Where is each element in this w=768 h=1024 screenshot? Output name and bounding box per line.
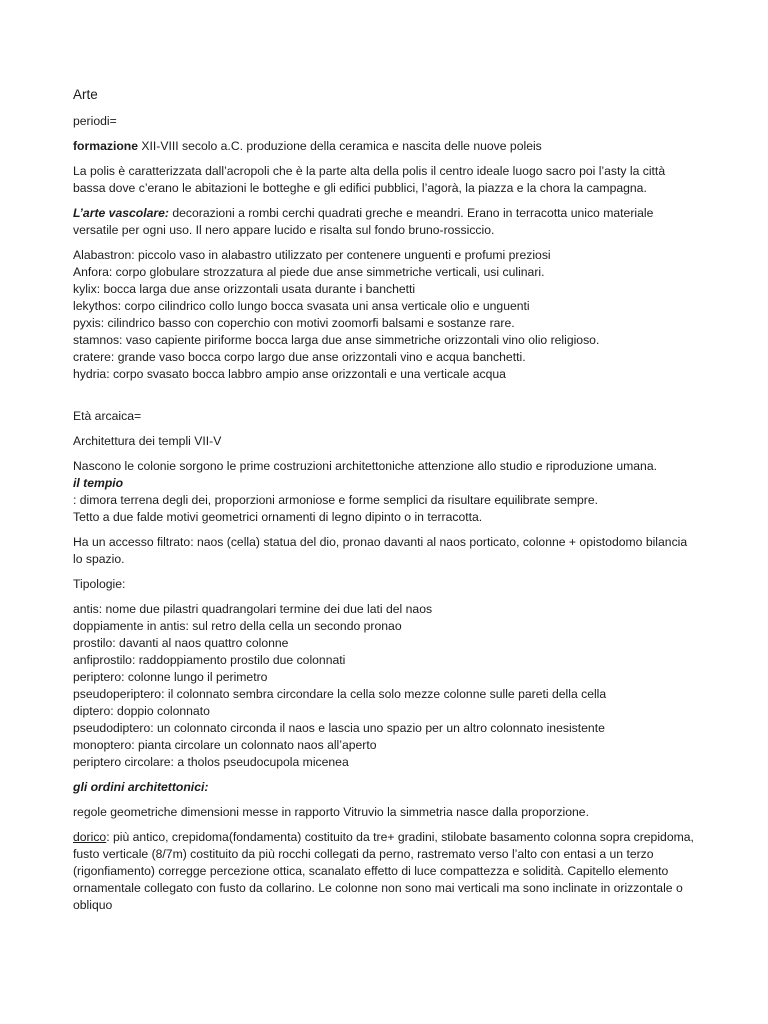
tempio-line — [73, 475, 696, 509]
dorico-paragraph — [73, 829, 696, 914]
list-item: diptero: doppio colonnato — [73, 704, 210, 718]
list-item: monoptero: pianta circolare un colonnato naos all’aperto — [73, 738, 377, 752]
periodi-heading: periodi= — [73, 114, 117, 128]
tipologie-list — [73, 601, 696, 771]
vasi-list — [73, 247, 696, 383]
list-item: periptero circolare: a tholos pseudocupola micenea — [73, 755, 349, 769]
list-item: doppiamente in antis: sul retro della cella un secondo pronao — [73, 619, 402, 633]
tempio-text: : dimora terrena degli dei, proporzioni armoniose e forme semplici da risultare equilibrate sempre. — [73, 493, 598, 507]
list-item: periptero: colonne lungo il perimetro — [73, 670, 268, 684]
vascolare-label: L’arte vascolare: — [73, 206, 169, 220]
architettura-heading: Architettura dei templi VII-V — [73, 434, 222, 448]
colonie-paragraph — [73, 458, 696, 526]
list-item: lekythos: corpo cilindrico collo lungo bocca svasata uni ansa verticale olio e unguenti — [73, 299, 530, 313]
formazione-paragraph — [73, 138, 696, 155]
list-item: kylix: bocca larga due anse orizzontali usata durante i banchetti — [73, 282, 416, 296]
list-item: pyxis: cilindrico basso con coperchio con motivi zoomorfi balsami e sostanze rare. — [73, 316, 515, 330]
regole-paragraph: regole geometriche dimensioni messe in rapporto Vitruvio la simmetria nasce dalla proporzione. — [73, 805, 589, 819]
eta-arcaica-heading: Età arcaica= — [73, 409, 142, 423]
colonie-line: Nascono le colonie sorgono le prime costruzioni architettoniche attenzione allo studio e riproduzione umana. — [73, 459, 657, 473]
tempio-label: il tempio — [73, 476, 124, 490]
dorico-label: dorico — [73, 830, 107, 844]
list-item: stamnos: vaso capiente piriforme bocca larga due anse simmetriche orizzontali vino olio religioso. — [73, 333, 600, 347]
list-item: Anfora: corpo globulare strozzatura al piede due anse simmetriche verticali, usi culinari. — [73, 265, 545, 279]
tetto-line: Tetto a due falde motivi geometrici ornamenti di legno dipinto o in terracotta. — [73, 510, 483, 524]
list-item: prostilo: davanti al naos quattro colonne — [73, 636, 289, 650]
accesso-paragraph: Ha un accesso filtrato: naos (cella) statua del dio, pronao davanti al naos porticato, colonne + opistodomo bilancia lo spazio. — [73, 535, 688, 566]
document-title: Arte — [73, 87, 98, 102]
list-item: pseudoperiptero: il colonnato sembra circondare la cella solo mezze colonne sulle pareti della cella — [73, 687, 607, 701]
formazione-text: XII-VIII secolo a.C. produzione della ceramica e nascita delle nuove poleis — [138, 139, 542, 153]
polis-paragraph: La polis è caratterizzata dall’acropoli che è la parte alta della polis il centro ideale luogo sacro poi l’asty la città bassa dove c’erano le abitazioni le botteghe e gli edifici pubblici, l’agorà, la piazza e la chora la campagna. — [73, 164, 666, 195]
formazione-label: formazione — [73, 139, 139, 153]
vascolare-text: decorazioni a rombi cerchi quadrati greche e meandri. Erano in terracotta unico materiale versatile per ogni uso. Il nero appare lucido e risalta sul fondo bruno-rossiccio. — [73, 206, 654, 237]
list-item: anfiprostilo: raddoppiamento prostilo due colonnati — [73, 653, 346, 667]
list-item: cratere: grande vaso bocca corpo largo due anse orizzontali vino e acqua banchetti. — [73, 350, 526, 364]
blank-line — [73, 391, 696, 408]
ordini-heading: gli ordini architettonici: — [73, 780, 209, 794]
list-item: Alabastron: piccolo vaso in alabastro utilizzato per contenere unguenti e profumi preziosi — [73, 248, 551, 262]
tipologie-heading: Tipologie: — [73, 577, 126, 591]
list-item: hydria: corpo svasato bocca labbro ampio anse orizzontali e una verticale acqua — [73, 367, 506, 381]
list-item: pseudodiptero: un colonnato circonda il naos e lascia uno spazio per un altro colonnato inesistente — [73, 721, 605, 735]
list-item: antis: nome due pilastri quadrangolari termine dei due lati del naos — [73, 602, 433, 616]
vascolare-paragraph — [73, 205, 696, 239]
dorico-text: : più antico, crepidoma(fondamenta) costituito da tre+ gradini, stilobate basamento colonna sopra crepidoma, fusto verticale (8/7m) costituito da più rocchi collegati da perno, rastremato verso l’alto con entasi a un terzo (rigonfiamento) corregge percezione ottica, scanalato effetto di luce compattezza e solidità. Capitello elemento ornamentale collegato con fusto da collarino. Le colonne non sono mai verticali ma sono inclinate in orizzontale o obliquo — [73, 830, 694, 912]
